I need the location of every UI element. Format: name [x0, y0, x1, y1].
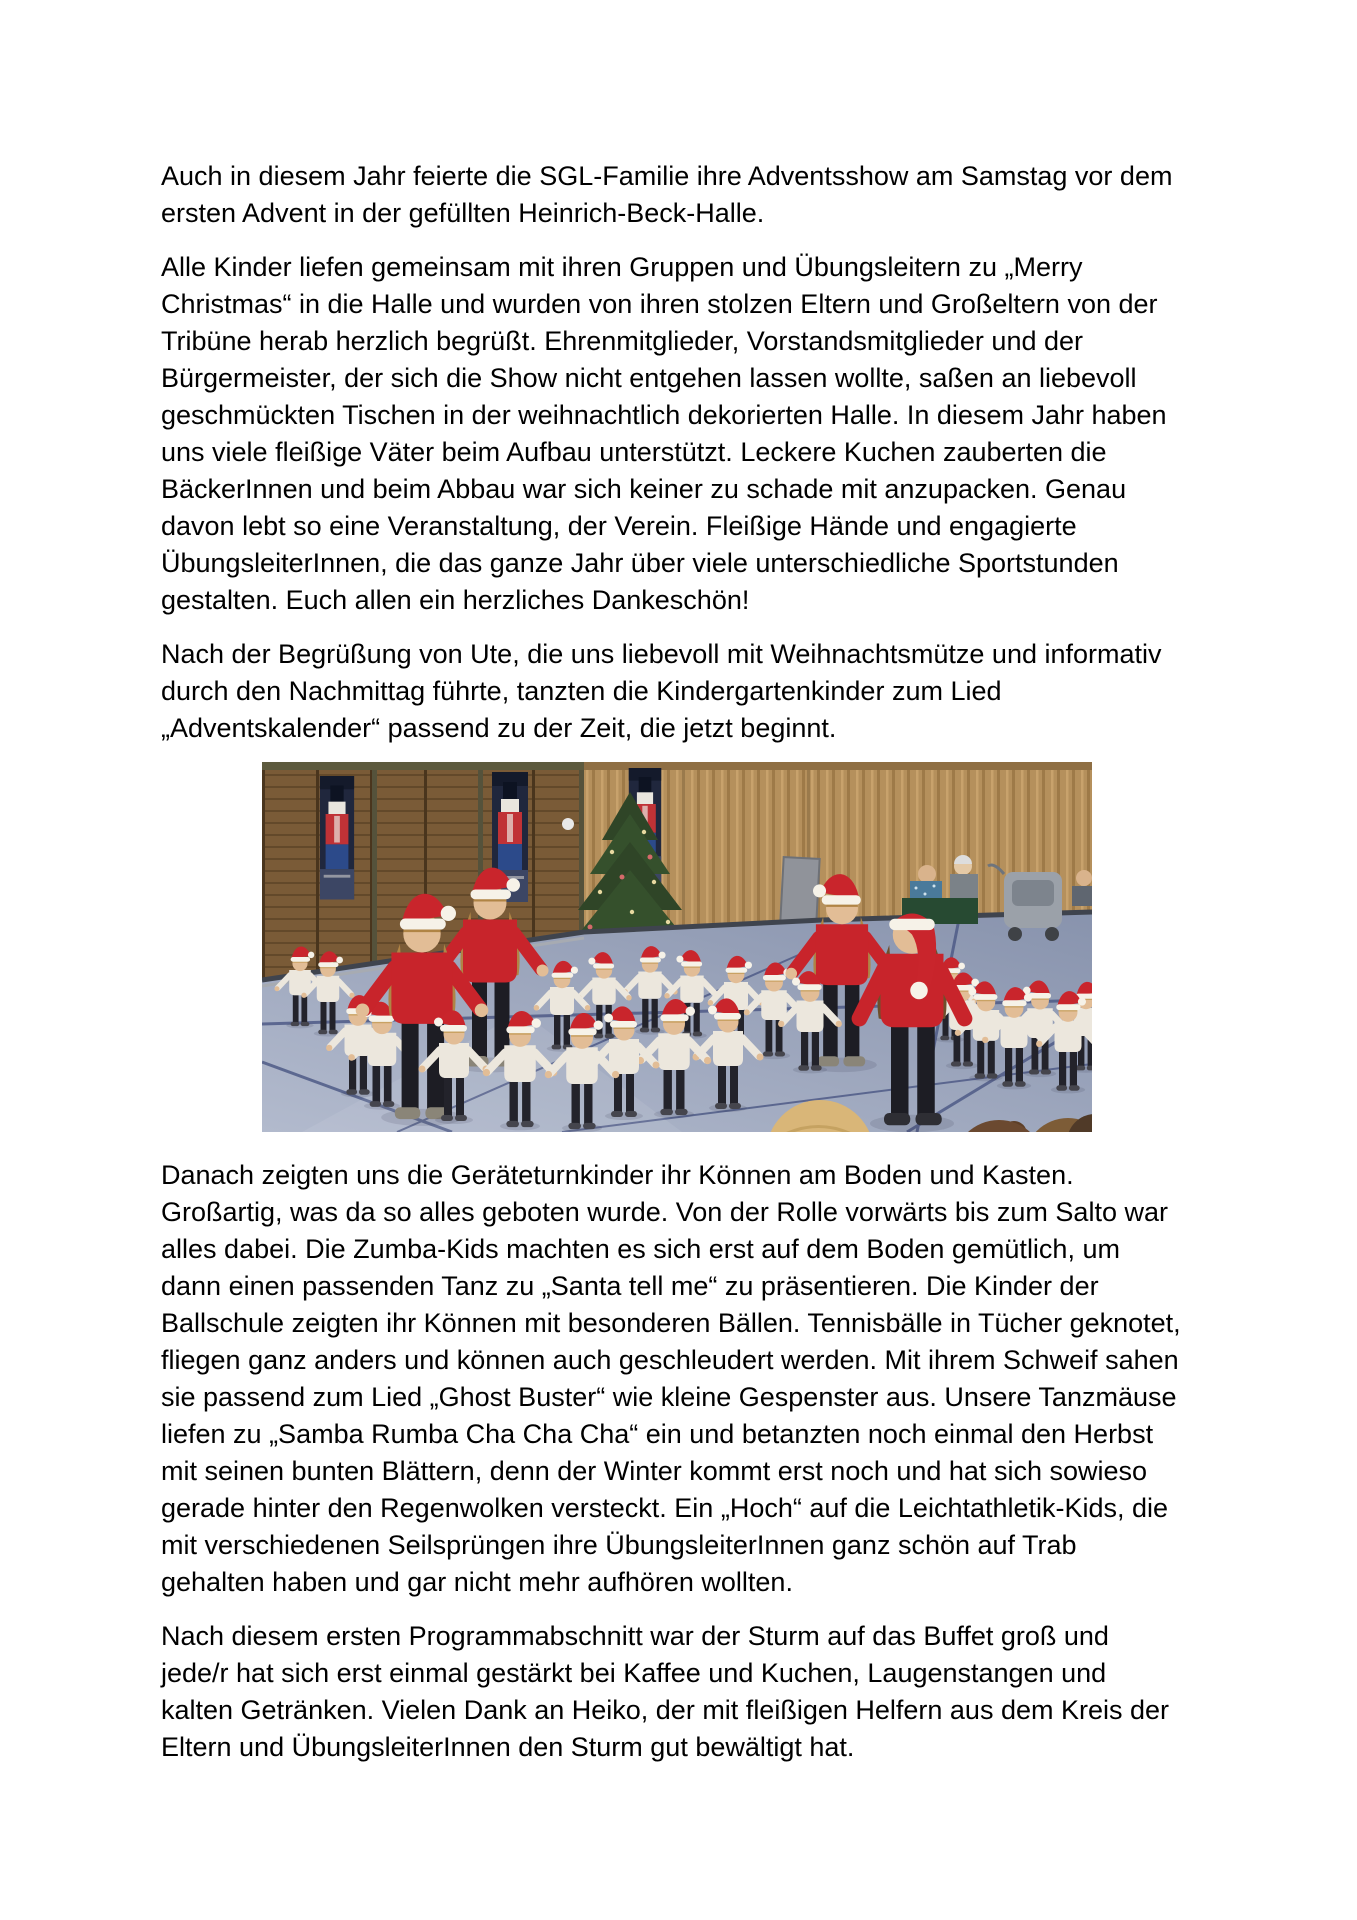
text-line: mit verschiedenen Seilsprüngen ihre ÜbungsleiterInnen ganz schön auf Trab	[161, 1530, 1077, 1560]
event-photo	[262, 762, 1092, 1132]
text-line: gestalten. Euch allen ein herzliches Dankeschön!	[161, 585, 750, 615]
text-line: davon lebt so eine Veranstaltung, der Verein. Fleißige Hände und engagierte	[161, 511, 1077, 541]
text-line: jede/r hat sich erst einmal gestärkt bei Kaffee und Kuchen, Laugenstangen und	[161, 1658, 1107, 1688]
text-line: Danach zeigten uns die Geräteturnkinder ihr Können am Boden und Kasten.	[161, 1160, 1074, 1190]
text-line: Bürgermeister, der sich die Show nicht entgehen lassen wollte, saßen an liebevoll	[161, 363, 1137, 393]
text-line: alles dabei. Die Zumba-Kids machten es sich erst auf dem Boden gemütlich, um	[161, 1234, 1120, 1264]
text-line: Ballschule zeigten ihr Können mit besonderen Bällen. Tennisbälle in Tücher geknotet,	[161, 1308, 1181, 1338]
text-line: Großartig, was da so alles geboten wurde. Von der Rolle vorwärts bis zum Salto war	[161, 1197, 1168, 1227]
article-body	[161, 158, 1201, 1783]
text-line: Alle Kinder liefen gemeinsam mit ihren Gruppen und Übungsleitern zu „Merry	[161, 252, 1083, 282]
text-line: Christmas“ in die Halle und wurden von ihren stolzen Eltern und Großeltern von der	[161, 289, 1158, 319]
text-line: geschmückten Tischen in der weihnachtlich dekorierten Halle. In diesem Jahr haben	[161, 400, 1167, 430]
paragraph-3	[161, 636, 1201, 747]
paragraph-4	[161, 1157, 1201, 1601]
text-line: Nach der Begrüßung von Ute, die uns liebevoll mit Weihnachtsmütze und informativ	[161, 639, 1162, 669]
text-line: sie passend zum Lied „Ghost Buster“ wie kleine Gespenster aus. Unsere Tanzmäuse	[161, 1382, 1177, 1412]
text-line: durch den Nachmittag führte, tanzten die Kindergartenkinder zum Lied	[161, 676, 1002, 706]
text-line: Auch in diesem Jahr feierte die SGL-Familie ihre Adventsshow am Samstag vor dem	[161, 161, 1173, 191]
paragraph-1	[161, 158, 1201, 232]
text-line: kalten Getränken. Vielen Dank an Heiko, der mit fleißigen Helfern aus dem Kreis der	[161, 1695, 1170, 1725]
text-line: ersten Advent in der gefüllten Heinrich-Beck-Halle.	[161, 198, 765, 228]
text-line: ÜbungsleiterInnen, die das ganze Jahr über viele unterschiedliche Sportstunden	[161, 548, 1119, 578]
text-line: liefen zu „Samba Rumba Cha Cha Cha“ ein und betanzten noch einmal den Herbst	[161, 1419, 1154, 1449]
event-photo-image	[262, 762, 1092, 1132]
text-line: gerade hinter den Regenwolken versteckt. Ein „Hoch“ auf die Leichtathletik-Kids, die	[161, 1493, 1169, 1523]
text-line: „Adventskalender“ passend zu der Zeit, die jetzt beginnt.	[161, 713, 837, 743]
text-line: mit seinen bunten Blättern, denn der Winter kommt erst noch und hat sich sowieso	[161, 1456, 1148, 1486]
nutcracker-banner	[320, 776, 354, 900]
text-line: dann einen passenden Tanz zu „Santa tell me“ zu präsentieren. Die Kinder der	[161, 1271, 1099, 1301]
paragraph-5	[161, 1618, 1201, 1766]
paragraph-2	[161, 249, 1201, 619]
text-line: uns viele fleißige Väter beim Aufbau unterstützt. Leckere Kuchen zauberten die	[161, 437, 1107, 467]
text-line: gehalten haben und gar nicht mehr aufhören wollten.	[161, 1567, 793, 1597]
text-line: Tribüne herab herzlich begrüßt. Ehrenmitglieder, Vorstandsmitglieder und der	[161, 326, 1083, 356]
text-line: Nach diesem ersten Programmabschnitt war der Sturm auf das Buffet groß und	[161, 1621, 1109, 1651]
text-line: Eltern und ÜbungsleiterInnen den Sturm gut bewältigt hat.	[161, 1732, 855, 1762]
text-line: fliegen ganz anders und können auch geschleudert werden. Mit ihrem Schweif sahen	[161, 1345, 1179, 1375]
text-line: BäckerInnen und beim Abbau war sich keiner zu schade mit anzupacken. Genau	[161, 474, 1127, 504]
